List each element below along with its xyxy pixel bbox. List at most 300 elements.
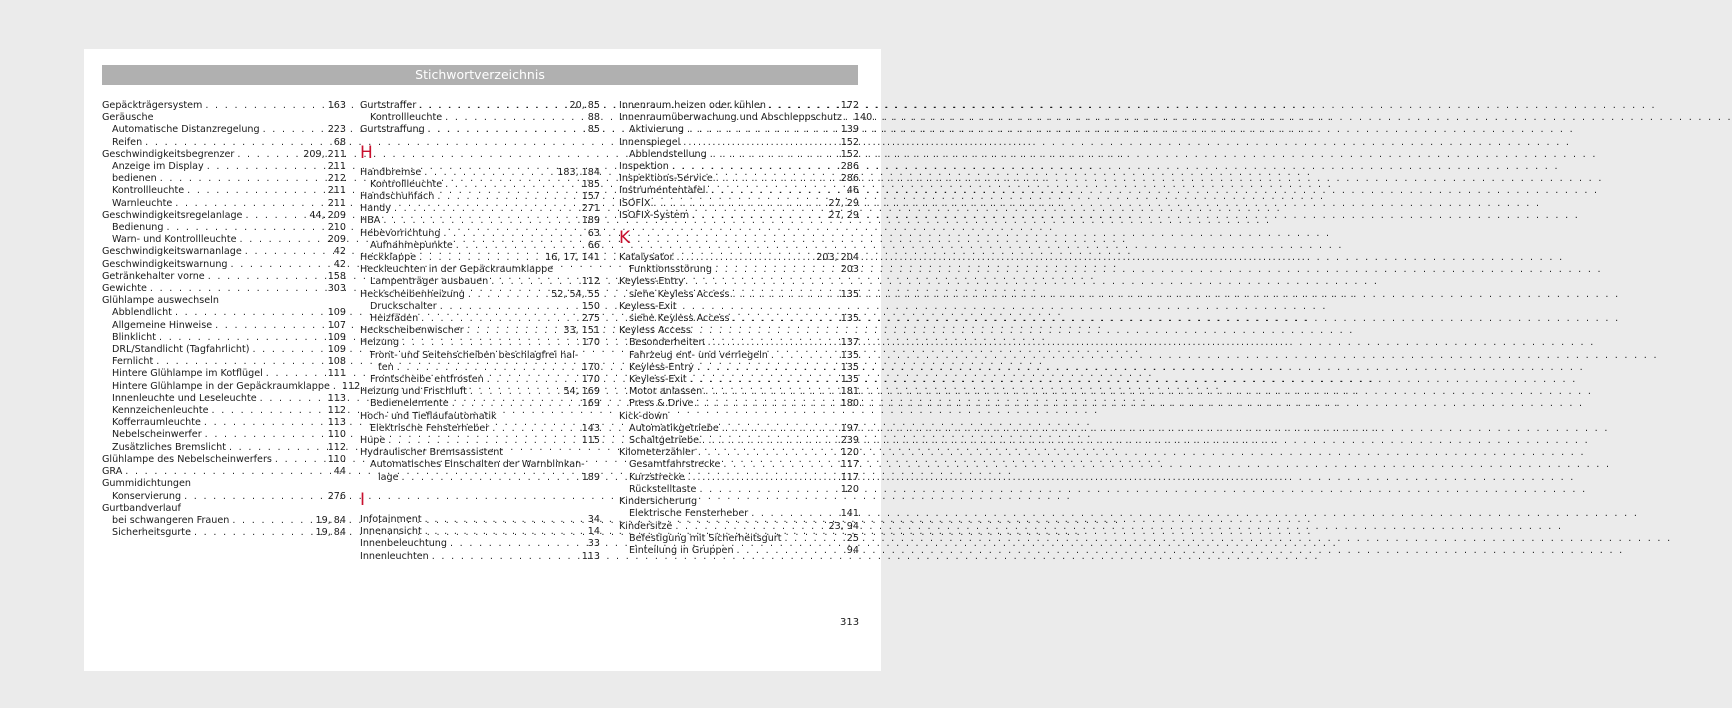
dot-leader	[732, 313, 837, 325]
dot-leader	[737, 545, 844, 557]
dot-leader	[397, 362, 579, 374]
dot-leader	[771, 350, 838, 362]
entry-pages: 88	[587, 112, 600, 124]
dot-leader	[156, 356, 324, 368]
index-heading: Keyless Access	[619, 325, 691, 337]
dot-leader	[702, 435, 838, 447]
entry-pages: 141	[840, 508, 859, 520]
entry-term: Besonderheiten	[629, 337, 705, 349]
index-entry	[102, 356, 346, 368]
entry-pages: 271	[581, 203, 600, 215]
entry-pages: 109	[327, 331, 346, 343]
index-entry	[102, 234, 346, 246]
entry-term: Gurtstraffung	[360, 124, 425, 136]
index-entry	[360, 551, 600, 563]
dot-leader	[145, 137, 331, 149]
entry-term: Gepäckträgersystem	[102, 100, 203, 111]
index-entry	[102, 405, 346, 417]
index-entry	[360, 325, 600, 337]
entry-term: Nebelscheinwerfer	[112, 429, 202, 441]
entry-term: Gurtstraffer	[360, 100, 417, 111]
entry-term: Elektrische Fensterheber	[370, 422, 490, 434]
entry-term: Elektrische Fensterheber	[629, 508, 749, 520]
index-entry	[102, 100, 346, 112]
entry-pages: 189	[581, 215, 600, 227]
entry-term: Bedienelemente	[370, 398, 449, 410]
dot-leader	[715, 264, 838, 276]
dot-leader	[150, 283, 325, 295]
dot-leader	[710, 149, 838, 161]
index-heading: Front- und Seitenscheiben beschlagfrei hal-	[370, 349, 579, 361]
entry-term: Kilometerzähler	[619, 447, 695, 459]
index-entry	[360, 179, 600, 191]
entry-pages: 286	[840, 161, 859, 173]
dot-leader	[333, 381, 339, 393]
entry-term: Warn- und Kontrollleuchte	[112, 234, 237, 246]
dot-leader	[425, 526, 585, 538]
index-heading: Geräusche	[102, 112, 154, 124]
entry-pages: 20, 85	[569, 100, 600, 111]
entry-term: ISOFIX-System	[619, 209, 690, 221]
entry-term: Frontscheibe entfrosten	[370, 374, 484, 386]
index-entry	[360, 124, 600, 136]
index-entry	[619, 173, 859, 185]
dot-leader	[419, 100, 566, 112]
index-entry	[619, 149, 859, 161]
dot-leader	[452, 398, 579, 410]
index-entry	[360, 301, 600, 313]
entry-pages: 172	[840, 100, 859, 111]
index-entry	[619, 398, 859, 410]
index-entry	[619, 252, 859, 264]
dot-leader	[266, 368, 325, 380]
index-entry	[102, 124, 346, 136]
index-entry	[619, 198, 859, 210]
index-entry	[360, 362, 600, 374]
dot-leader	[421, 313, 579, 325]
index-entry	[102, 246, 346, 258]
entry-pages: 169	[581, 398, 600, 410]
section-letter: K	[619, 228, 631, 249]
entry-term: Konservierung	[112, 490, 182, 502]
entry-pages: 135	[840, 374, 859, 386]
entry-term: Innenansicht	[360, 526, 422, 538]
entry-term: Kontrollleuchte	[112, 185, 185, 197]
entry-pages: 183, 184	[557, 166, 600, 178]
index-entry	[360, 289, 600, 301]
entry-term: siehe Keyless Access	[629, 288, 730, 300]
entry-pages: 163	[327, 100, 346, 111]
dot-leader	[159, 332, 325, 344]
entry-pages: 135	[840, 288, 859, 300]
entry-term: Kofferraumleuchte	[112, 417, 201, 429]
dot-leader	[675, 521, 825, 533]
entry-term: bedienen	[112, 173, 157, 185]
section-letter: I	[360, 489, 366, 510]
dot-leader	[683, 137, 837, 149]
dot-leader	[711, 185, 843, 197]
entry-pages: 19, 84	[315, 514, 346, 526]
entry-pages: 239	[840, 435, 859, 447]
dot-leader	[394, 203, 579, 215]
page-number: 313	[840, 617, 860, 628]
index-entry	[619, 337, 859, 349]
entry-term: lage	[378, 471, 399, 483]
index-entry	[102, 417, 346, 429]
index-heading: Kick-down	[619, 410, 669, 422]
entry-pages: 212	[327, 173, 346, 185]
entry-pages: 110	[327, 429, 346, 441]
dot-leader	[215, 320, 325, 332]
entry-pages: 157	[581, 191, 600, 203]
index-entry	[619, 423, 859, 435]
index-entry	[360, 386, 600, 398]
entry-pages: 170	[581, 374, 600, 386]
dot-leader	[698, 447, 838, 459]
section-header: Stichwortverzeichnis	[102, 65, 858, 85]
entry-term: Keyless-Entry	[629, 361, 694, 373]
dot-leader	[445, 179, 579, 191]
dot-leader	[263, 124, 325, 136]
dot-leader	[696, 398, 837, 410]
index-entry	[360, 276, 600, 288]
dot-leader	[688, 472, 838, 484]
index-entry	[102, 344, 346, 356]
index-entry	[360, 538, 600, 550]
entry-term: Motor anlassen	[629, 386, 703, 398]
entry-pages: 113	[581, 550, 600, 562]
entry-term: Gewichte	[102, 283, 147, 295]
entry-pages: 14	[587, 526, 600, 538]
index-entry	[102, 210, 346, 222]
entry-pages: 63	[587, 227, 600, 239]
entry-pages: 276	[327, 490, 346, 502]
entry-pages: 109	[327, 307, 346, 319]
entry-pages: 108	[327, 356, 346, 368]
index-entry	[619, 350, 859, 362]
index-entry	[360, 100, 600, 112]
dot-leader	[125, 466, 331, 478]
index-entry	[619, 508, 859, 520]
entry-term: Hintere Glühlampe im Kotflügel	[112, 368, 263, 380]
entry-pages: 44, 209	[309, 209, 346, 221]
index-entry	[102, 149, 346, 161]
index-entry	[619, 210, 859, 222]
index-entry	[619, 100, 859, 112]
entry-pages: 275	[581, 313, 600, 325]
index-entry	[360, 215, 600, 227]
index-entry	[619, 124, 859, 136]
entry-pages: 203	[840, 264, 859, 276]
index-heading: Heckleuchten in der Gepäckraumklappe	[360, 264, 554, 276]
dot-leader	[252, 344, 324, 356]
entry-term: Bedienung	[112, 222, 164, 234]
entry-pages: 27, 29	[828, 209, 859, 221]
entry-term: Heckklappe	[360, 252, 417, 264]
entry-pages: 66	[587, 239, 600, 251]
dot-leader	[845, 112, 851, 124]
entry-pages: 189	[581, 471, 600, 483]
index-entry	[619, 185, 859, 197]
entry-pages: 158	[327, 270, 346, 282]
entry-term: Sicherheitsgurte	[112, 527, 191, 539]
index-column-3	[619, 100, 873, 557]
entry-pages: 120	[840, 483, 859, 495]
entry-term: Rückstelltaste	[629, 483, 697, 495]
dot-leader	[692, 210, 825, 222]
entry-pages: 52, 54, 55	[551, 288, 600, 300]
entry-term: Instrumententafel.	[619, 185, 709, 197]
index-heading: Hydraulischer Bremsassistent	[360, 447, 504, 459]
entry-pages: 68	[333, 136, 346, 148]
index-entry	[102, 137, 346, 149]
index-entry	[619, 386, 859, 398]
entry-term: Kontrollleuchte	[370, 112, 443, 124]
entry-pages: 180	[840, 398, 859, 410]
entry-term: Allgemeine Hinweise	[112, 319, 213, 331]
entry-term: Infotainment	[360, 513, 422, 525]
index-entry	[619, 313, 859, 325]
dot-leader	[708, 337, 838, 349]
entry-pages: 135	[840, 349, 859, 361]
dot-leader	[450, 538, 585, 550]
entry-term: Aufnahmepunkte	[370, 239, 453, 251]
index-entry	[619, 521, 859, 533]
index-heading: Gurtbandverlauf	[102, 502, 181, 514]
index-entry	[619, 112, 873, 124]
index-entry	[360, 112, 600, 124]
entry-pages: 211	[327, 161, 346, 173]
entry-term: Schaltgetriebe	[629, 435, 700, 447]
entry-term: Heckscheibenheizung	[360, 288, 465, 300]
dot-leader	[160, 173, 325, 185]
entry-term: Innenbeleuchtung	[360, 538, 447, 550]
entry-pages: 113	[327, 392, 346, 404]
entry-pages: 135	[840, 313, 859, 325]
dot-leader	[425, 514, 585, 526]
entry-pages: 139	[840, 124, 859, 136]
index-entry	[619, 435, 859, 447]
dot-leader	[672, 161, 838, 173]
index-entry	[360, 526, 600, 538]
entry-term: Press & Drive	[629, 398, 694, 410]
dot-leader	[467, 325, 561, 337]
dot-leader	[769, 100, 838, 112]
entry-term: Inspektion	[619, 161, 669, 173]
index-heading: Automatisches Einschalten der Warnblinkan-	[370, 459, 585, 471]
dot-leader	[443, 228, 584, 240]
entry-pages: 117	[840, 471, 859, 483]
index-entry	[102, 491, 346, 503]
entry-term: Innenraum heizen oder kühlen	[619, 100, 766, 111]
dot-leader	[205, 429, 325, 441]
entry-term: Hebevorrichtung	[360, 227, 441, 239]
index-entry	[619, 161, 859, 173]
entry-pages: 111	[327, 368, 346, 380]
entry-pages: 33, 151	[563, 325, 600, 337]
entry-term: Innenleuchte und Leseleuchte	[112, 392, 257, 404]
index-entry	[619, 289, 859, 301]
entry-term: Gesamtfahrstrecke	[629, 459, 721, 471]
index-entry	[102, 307, 346, 319]
dot-leader	[445, 112, 585, 124]
index-column-2	[360, 100, 600, 563]
entry-term: Hupe	[360, 435, 386, 447]
dot-leader	[470, 386, 560, 398]
dot-leader	[232, 515, 312, 527]
dot-leader	[205, 100, 324, 112]
entry-pages: 54, 169	[563, 386, 600, 398]
entry-term: Funktionsstörung	[629, 264, 712, 276]
entry-pages: 42	[333, 258, 346, 270]
entry-term: Fernlicht	[112, 356, 154, 368]
index-column-1	[102, 100, 361, 539]
entry-term: ISOFIX	[619, 197, 651, 209]
entry-term: Einteilung in Gruppen	[629, 544, 734, 556]
dot-leader	[166, 222, 324, 234]
entry-term: Anzeige im Display	[112, 161, 204, 173]
dot-leader	[402, 337, 579, 349]
entry-term: Katalysator	[619, 252, 674, 264]
dot-leader	[487, 374, 579, 386]
index-heading: Hoch- und Tieflaufautomatik	[360, 410, 497, 422]
dot-leader	[697, 362, 838, 374]
dot-leader	[456, 240, 585, 252]
dot-leader	[437, 191, 578, 203]
index-entry	[102, 222, 346, 234]
dot-leader	[240, 234, 325, 246]
entry-pages: 140	[853, 112, 873, 124]
entry-term: Abblendlicht	[112, 307, 172, 319]
entry-term: Kontrollleuchte	[370, 178, 443, 190]
index-heading: Keyless-Entry	[619, 276, 684, 288]
entry-term: Handbremse	[360, 166, 422, 178]
entry-term: siehe Keyless Access	[629, 313, 730, 325]
index-entry	[102, 271, 346, 283]
index-entry	[102, 527, 346, 539]
entry-term: Innenspiegel	[619, 136, 681, 148]
entry-pages: 42	[333, 246, 346, 258]
dot-leader	[260, 393, 325, 405]
entry-term: Handy	[360, 203, 391, 215]
index-entry	[102, 283, 346, 295]
entry-pages: 23, 94	[828, 520, 859, 532]
dot-leader	[428, 124, 585, 136]
entry-pages: 143	[581, 422, 600, 434]
index-entry	[360, 423, 600, 435]
dot-leader	[175, 307, 325, 319]
dot-leader	[194, 527, 313, 539]
entry-term: Druckschalter	[370, 300, 437, 312]
entry-term: Heizung und Frischluft	[360, 386, 467, 398]
index-entry	[619, 533, 859, 545]
index-entry	[619, 447, 859, 459]
entry-pages: 170	[581, 361, 600, 373]
entry-term: GRA	[102, 466, 123, 478]
dot-leader	[440, 301, 579, 313]
index-entry	[360, 313, 600, 325]
index-entry	[360, 203, 600, 215]
dot-leader	[231, 259, 331, 271]
entry-pages: 185	[581, 178, 600, 190]
entry-pages: 112	[341, 380, 361, 392]
index-entry	[102, 173, 346, 185]
entry-term: Getränkehalter vorne	[102, 270, 205, 282]
dot-leader	[784, 533, 843, 545]
index-entry	[360, 191, 600, 203]
dot-leader	[388, 435, 578, 447]
index-entry	[102, 368, 346, 380]
dot-leader	[690, 374, 838, 386]
entry-pages: 44	[333, 466, 346, 478]
entry-term: Automatikgetriebe	[629, 422, 719, 434]
index-entry	[360, 374, 600, 386]
index-heading: Gummidichtungen	[102, 478, 191, 490]
entry-pages: 33	[587, 538, 600, 550]
entry-term: Inspektions-Service	[619, 173, 713, 185]
index-entry	[360, 228, 600, 240]
entry-pages: 197	[840, 422, 859, 434]
entry-term: Reifen	[112, 136, 143, 148]
dot-leader	[687, 124, 838, 136]
dot-leader	[432, 551, 579, 563]
entry-term: Heizung	[360, 337, 400, 349]
dot-leader	[212, 405, 325, 417]
dot-leader	[705, 386, 837, 398]
dot-leader	[492, 423, 578, 435]
index-entry	[360, 398, 600, 410]
entry-pages: 137	[840, 337, 859, 349]
dot-leader	[204, 417, 325, 429]
dot-leader	[237, 149, 300, 161]
dot-leader	[722, 423, 838, 435]
entry-pages: 209, 211	[303, 148, 346, 160]
entry-term: Kennzeichenleuchte	[112, 405, 209, 417]
index-heading: Keyless-Exit	[619, 300, 677, 312]
index-entry	[102, 454, 346, 466]
dot-leader	[468, 289, 548, 301]
entry-term: Abblendstellung	[629, 148, 707, 160]
entry-pages: 25	[846, 532, 859, 544]
entry-pages: 211	[327, 197, 346, 209]
entry-pages: 34	[587, 513, 600, 525]
dot-leader	[424, 167, 554, 179]
index-entry	[102, 429, 346, 441]
index-entry	[619, 484, 859, 496]
dot-leader	[245, 210, 306, 222]
index-entry	[360, 472, 600, 484]
entry-pages: 19, 84	[315, 527, 346, 539]
index-entry	[102, 332, 346, 344]
entry-pages: 181	[840, 386, 859, 398]
entry-term: Kurzstrecke	[629, 471, 685, 483]
dot-leader	[419, 252, 542, 264]
index-entry	[619, 545, 859, 557]
entry-term: Handschuhfach	[360, 191, 435, 203]
index-entry	[619, 362, 859, 374]
index-entry	[102, 515, 346, 527]
entry-pages: 112	[327, 441, 346, 453]
entry-term: Blinklicht	[112, 331, 156, 343]
entry-term: DRL/Standlicht (Tagfahrlicht)	[112, 344, 250, 356]
entry-term: Geschwindigkeitswarnanlage	[102, 246, 242, 258]
dot-leader	[175, 198, 324, 210]
entry-pages: 16, 17, 141	[545, 252, 600, 264]
index-entry	[102, 185, 346, 197]
entry-pages: 170	[581, 337, 600, 349]
entry-pages: 117	[840, 459, 859, 471]
dot-leader	[207, 161, 325, 173]
